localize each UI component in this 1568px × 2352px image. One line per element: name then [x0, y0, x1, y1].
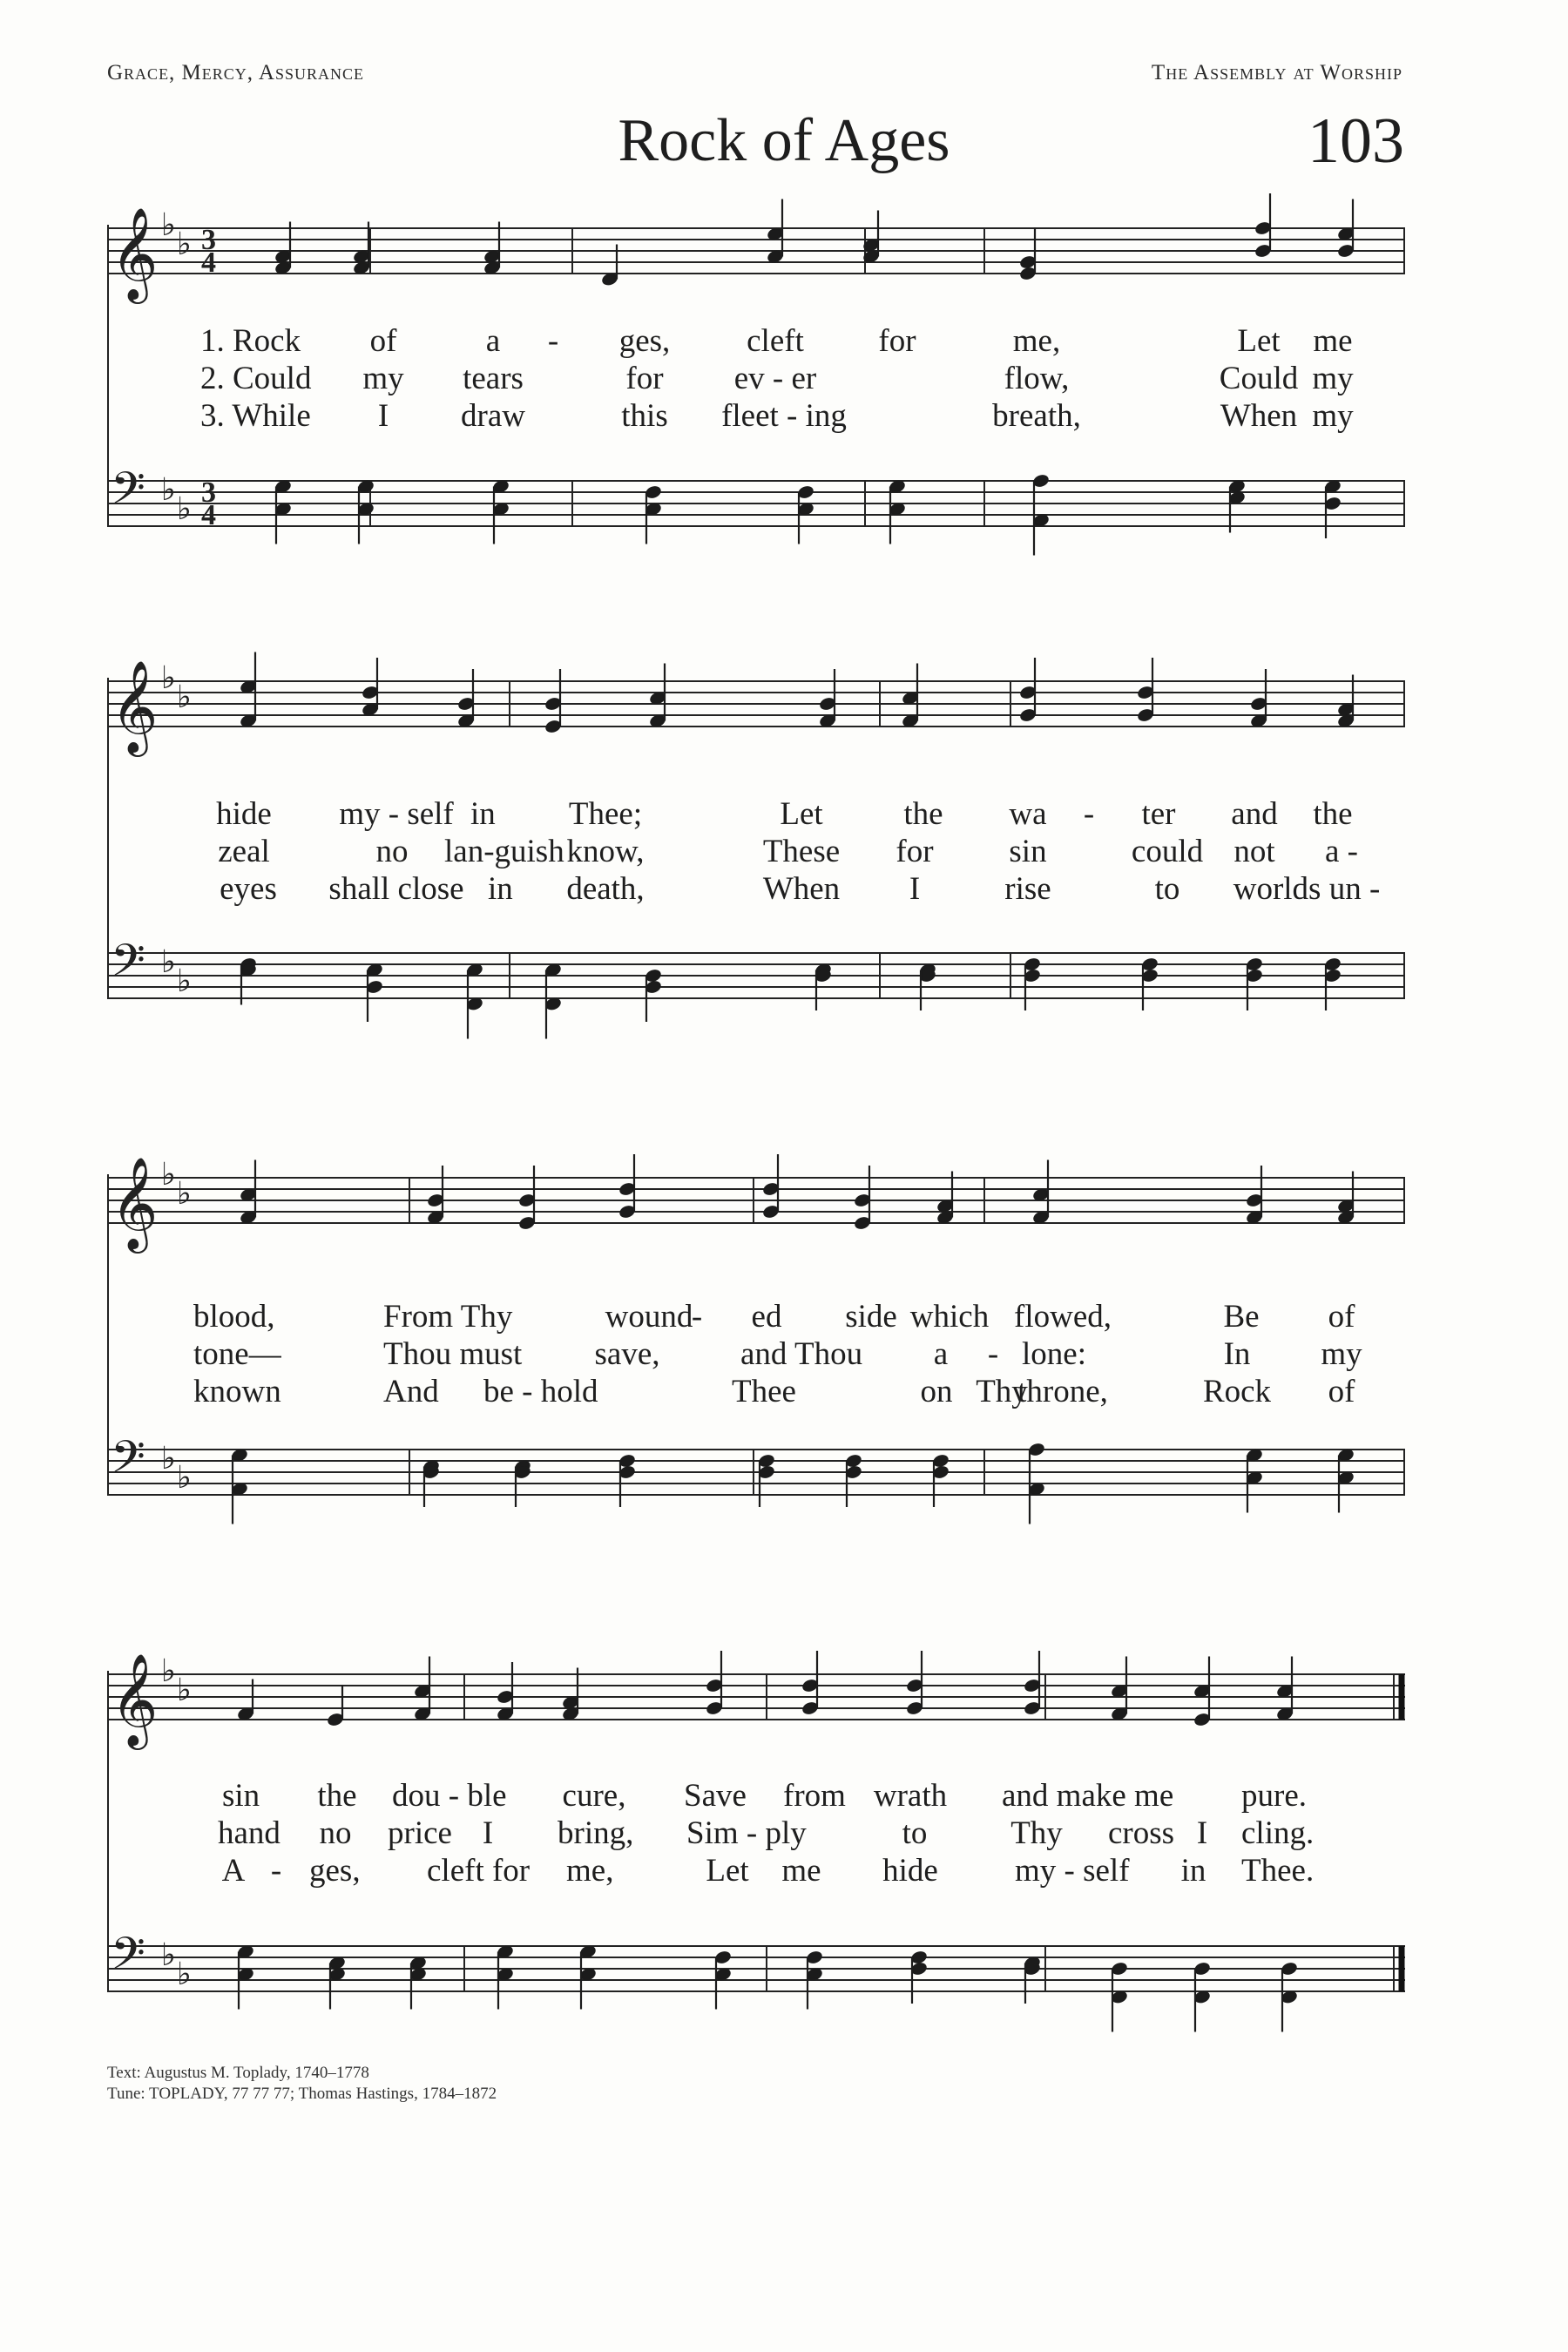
bass-staff: [107, 1430, 1405, 1496]
lyric-syllable: price: [388, 1815, 452, 1851]
flat-icon: ♭: [161, 1157, 176, 1193]
lyric-syllable: sin: [1009, 834, 1047, 869]
lyric-syllable: rise: [1004, 871, 1051, 907]
flat-icon: ♭: [177, 1673, 192, 1708]
treble-clef-icon: 𝄞: [111, 1156, 159, 1249]
lyric-syllable: bring,: [558, 1815, 634, 1851]
lyric-syllable: Thy: [976, 1374, 1028, 1409]
bass-clef-icon: 𝄢: [111, 1927, 145, 1990]
lyric-syllable: hand: [218, 1815, 280, 1851]
lyric-syllable: Could: [1219, 361, 1299, 396]
flat-icon: ♭: [161, 944, 176, 980]
lyric-syllable: tone—: [193, 1336, 281, 1372]
lyric-syllable: I: [482, 1815, 494, 1851]
flat-icon: ♭: [177, 1460, 192, 1496]
bass-staff: [107, 462, 1405, 531]
lyric-syllable: Thee.: [1241, 1853, 1315, 1889]
lyric-line: [0, 1852, 1568, 1890]
lyric-syllable: pure.: [1241, 1778, 1307, 1814]
lyric-syllable: in: [470, 796, 496, 832]
lyric-line: [0, 1373, 1568, 1411]
lyric-syllable: I: [377, 398, 389, 434]
lyric-syllable: from: [783, 1778, 846, 1814]
lyric-syllable: -: [987, 1336, 999, 1372]
lyric-syllable: 2. Could: [200, 361, 312, 396]
lyric-line: [0, 870, 1568, 909]
flat-icon: ♭: [177, 963, 192, 999]
lyric-line: [0, 1298, 1568, 1336]
flat-icon: ♭: [177, 679, 192, 715]
hymn-number: 103: [1308, 105, 1404, 177]
lyric-syllable: zeal: [218, 834, 270, 869]
lyric-syllable: of: [1328, 1299, 1355, 1335]
lyric-syllable: me,: [566, 1853, 614, 1889]
flat-icon: ♭: [177, 226, 192, 262]
flat-icon: ♭: [177, 491, 192, 527]
lyric-syllable: ges,: [309, 1853, 361, 1889]
lyric-syllable: the: [317, 1778, 357, 1814]
lyric-syllable: save,: [594, 1336, 660, 1372]
lyric-line: [0, 1335, 1568, 1374]
bass-clef-icon: 𝄢: [111, 934, 145, 997]
flat-icon: ♭: [161, 1441, 176, 1477]
lyric-syllable: dou - ble: [392, 1778, 507, 1814]
lyric-syllable: my: [1312, 398, 1354, 434]
lyric-syllable: fleet - ing: [721, 398, 847, 434]
hymn-title: Rock of Ages: [618, 107, 950, 174]
flat-icon: ♭: [161, 1937, 176, 1973]
flat-icon: ♭: [177, 1957, 192, 1992]
lyric-syllable: could: [1131, 834, 1204, 869]
lyric-syllable: of: [1328, 1374, 1355, 1409]
lyric-syllable: Let: [706, 1853, 749, 1889]
lyric-syllable: my: [1312, 361, 1354, 396]
lyric-syllable: -: [547, 323, 559, 359]
lyric-syllable: Thee;: [568, 796, 643, 832]
lyric-syllable: Let: [780, 796, 823, 832]
lyric-line: [0, 360, 1568, 398]
lyric-syllable: -: [1083, 796, 1095, 832]
lyric-syllable: hide: [882, 1853, 938, 1889]
text-credit: Text: Augustus M. Toplady, 1740–1778: [107, 2064, 369, 2082]
section-heading: Grace, Mercy, Assurance: [107, 61, 364, 84]
lyric-syllable: me: [781, 1853, 821, 1889]
lyric-syllable: tears: [463, 361, 524, 396]
lyric-syllable: in: [488, 871, 513, 907]
treble-staff: [107, 1156, 1405, 1249]
lyric-syllable: and Thou: [740, 1336, 863, 1372]
lyric-syllable: my - self: [339, 796, 454, 832]
lyric-syllable: for: [625, 361, 664, 396]
lyric-syllable: cross: [1107, 1815, 1175, 1851]
lyric-syllable: side: [845, 1299, 897, 1335]
lyric-syllable: no: [319, 1815, 352, 1851]
lyric-syllable: And: [383, 1374, 439, 1409]
lyric-syllable: my - self: [1015, 1853, 1130, 1889]
lyric-syllable: of: [369, 323, 397, 359]
time-signature-digit: 3: [201, 476, 216, 509]
treble-clef-icon: 𝄞: [111, 206, 159, 300]
lyric-syllable: In: [1223, 1336, 1251, 1372]
lyric-syllable: in: [1180, 1853, 1206, 1889]
lyric-syllable: the: [903, 796, 943, 832]
treble-clef-icon: 𝄞: [111, 1652, 159, 1746]
flat-icon: ♭: [177, 1176, 192, 1212]
treble-staff: [107, 206, 1405, 300]
lyric-line: [0, 397, 1568, 436]
lyric-syllable: the: [1313, 796, 1353, 832]
lyric-syllable: which: [909, 1299, 990, 1335]
lyric-syllable: ev - er: [733, 361, 817, 396]
lyric-syllable: worlds un -: [1233, 871, 1381, 907]
lyric-syllable: -: [270, 1853, 282, 1889]
lyric-syllable: These: [762, 834, 841, 869]
lyric-syllable: blood,: [193, 1299, 275, 1335]
lyric-syllable: Let: [1237, 323, 1281, 359]
lyric-syllable: death,: [566, 871, 645, 907]
lyric-syllable: ter: [1141, 796, 1176, 832]
lyric-syllable: for: [896, 834, 934, 869]
lyric-syllable: be - hold: [483, 1374, 598, 1409]
bass-clef-icon: 𝄢: [111, 462, 145, 525]
flat-icon: ♭: [161, 207, 176, 243]
lyric-syllable: A: [221, 1853, 246, 1889]
lyric-syllable: to: [902, 1815, 928, 1851]
lyric-syllable: lan-guish: [444, 834, 564, 869]
lyric-syllable: wa: [1009, 796, 1047, 832]
lyric-syllable: and make me: [1002, 1778, 1174, 1814]
lyric-syllable: cure,: [562, 1778, 626, 1814]
bass-clef-icon: 𝄢: [111, 1430, 145, 1494]
lyric-syllable: me: [1313, 323, 1353, 359]
time-signature-digit: 4: [201, 499, 216, 531]
lyric-syllable: ed: [751, 1299, 782, 1335]
lyric-syllable: to: [1154, 871, 1180, 907]
treble-staff: [107, 659, 1405, 753]
lyric-syllable: flow,: [1004, 361, 1070, 396]
bass-staff: [107, 1927, 1405, 1992]
lyric-syllable: no: [375, 834, 409, 869]
lyric-syllable: on: [920, 1374, 953, 1409]
lyric-syllable: I: [1196, 1815, 1208, 1851]
flat-icon: ♭: [161, 472, 176, 508]
lyric-syllable: cleft: [747, 323, 804, 359]
lyric-syllable: not: [1233, 834, 1275, 869]
lyric-syllable: cling.: [1241, 1815, 1315, 1851]
lyric-syllable: Rock: [1202, 1374, 1272, 1409]
lyric-syllable: shall close: [328, 871, 464, 907]
lyric-syllable: my: [1321, 1336, 1362, 1372]
treble-clef-icon: 𝄞: [111, 659, 159, 753]
lyric-syllable: a: [933, 1336, 949, 1372]
lyric-syllable: ges,: [618, 323, 671, 359]
lyric-syllable: throne,: [1017, 1374, 1108, 1409]
flat-icon: ♭: [161, 660, 176, 696]
lyric-line: [0, 1777, 1568, 1815]
book-section-heading: The Assembly at Worship: [1151, 61, 1402, 84]
lyric-syllable: 1. Rock: [200, 323, 301, 359]
lyric-syllable: From Thy: [383, 1299, 513, 1335]
lyric-syllable: know,: [566, 834, 645, 869]
lyric-syllable: Thou must: [383, 1336, 523, 1372]
lyric-line: [0, 322, 1568, 361]
lyric-syllable: draw: [461, 398, 525, 434]
lyric-syllable: cleft for: [427, 1853, 531, 1889]
time-signature-digit: 3: [201, 224, 216, 256]
lyric-syllable: wrath: [873, 1778, 948, 1814]
lyric-syllable: 3. While: [200, 398, 311, 434]
lyric-syllable: for: [878, 323, 916, 359]
lyric-syllable: wound: [605, 1299, 693, 1335]
lyric-syllable: I: [909, 871, 921, 907]
lyric-syllable: and: [1231, 796, 1278, 832]
lyric-syllable: sin: [222, 1778, 260, 1814]
lyric-syllable: Thy: [1010, 1815, 1063, 1851]
tune-credit: Tune: TOPLADY, 77 77 77; Thomas Hastings, 1784–1872: [107, 2085, 497, 2103]
lyric-syllable: a -: [1325, 834, 1358, 869]
bass-staff: [107, 934, 1405, 999]
lyric-syllable: Sim - ply: [686, 1815, 807, 1851]
credits: [107, 2063, 497, 2105]
treble-staff: [107, 1652, 1405, 1746]
lyric-syllable: Be: [1223, 1299, 1260, 1335]
lyric-syllable: -: [691, 1299, 703, 1335]
lyric-syllable: my: [362, 361, 404, 396]
lyric-syllable: breath,: [992, 398, 1081, 434]
lyric-line: [0, 833, 1568, 871]
lyric-syllable: eyes: [220, 871, 277, 907]
lyric-syllable: a: [485, 323, 501, 359]
lyric-syllable: known: [193, 1374, 281, 1409]
lyric-syllable: hide: [216, 796, 272, 832]
lyric-syllable: flowed,: [1014, 1299, 1112, 1335]
lyric-syllable: lone:: [1022, 1336, 1086, 1372]
lyric-syllable: me,: [1012, 323, 1061, 359]
time-signature-digit: 4: [201, 247, 216, 279]
lyric-syllable: Thee: [732, 1374, 796, 1409]
lyric-syllable: this: [621, 398, 668, 434]
lyric-syllable: When: [1220, 398, 1298, 434]
flat-icon: ♭: [161, 1653, 176, 1689]
lyric-line: [0, 1815, 1568, 1853]
lyric-syllable: Save: [684, 1778, 747, 1814]
lyric-line: [0, 795, 1568, 834]
lyric-syllable: When: [762, 871, 841, 907]
